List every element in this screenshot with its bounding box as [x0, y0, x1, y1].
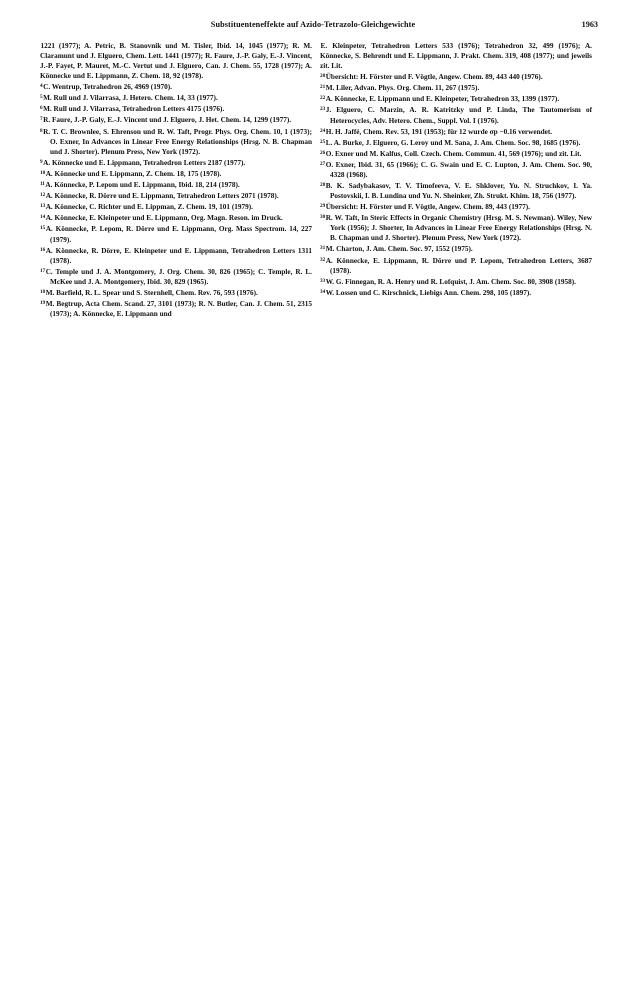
reference-entry [40, 82, 312, 93]
reference-text: A. Könnecke und E. Lippmann, Tetrahedron Letters 2187 (1977). [43, 158, 246, 167]
reference-text: 1221 (1977); A. Petric, B. Stanovnik und M. Tisler, Ibid. 14, 1045 (1977); R. M. Claramunt und J. Elguero, Chem. Lett. 1441 (1977); R. Faure, J.-P. Galy, E.-J. Vincent, J.-P. Fayet, P. Mauret, M.-C. Vertut und J. Elguero, Can. J. Chem. 55, 1728 (1977); A. Könnecke und E. Lippmann, Z. Chem. 18, 92 (1978). [40, 42, 312, 81]
reference-number: 10 [40, 169, 46, 176]
reference-entry [40, 191, 312, 202]
reference-entry [320, 72, 592, 83]
reference-number: 23 [320, 106, 326, 113]
reference-number: 6 [40, 105, 43, 112]
reference-text: E. Kleinpeter, Tetrahedron Letters 533 (1976); Tetrahedron 32, 499 (1976); A. Könnecke, S. Behrendt und E. Lippmann, J. Prakt. Chem. 319, 408 (1977); und jeweils zit. Lit. [320, 42, 592, 71]
reference-entry [40, 180, 312, 191]
reference-number: 7 [40, 116, 43, 123]
reference-entry [40, 288, 312, 299]
reference-text: A. Könnecke, R. Dörre und E. Lippmann, Tetrahedron Letters 2071 (1978). [45, 192, 279, 201]
references-left-column [40, 41, 312, 320]
reference-text: W. G. Finnegan, R. A. Henry und R. Lofquist, J. Am. Chem. Soc. 80, 3908 (1958). [325, 277, 576, 286]
reference-entry [40, 104, 312, 115]
reference-text: Übersicht: H. Förster und F. Vögtle, Angew. Chem. 89, 443 (1977). [325, 203, 530, 212]
reference-text: H. H. Jaffé, Chem. Rev. 53, 191 (1953); für 12 wurde σp −0.16 verwendet. [325, 127, 553, 136]
reference-text: A. Könnecke und E. Lippmann, Z. Chem. 18, 175 (1978). [45, 169, 222, 178]
reference-text: M. Liler, Advan. Phys. Org. Chem. 11, 267 (1975). [325, 84, 480, 93]
reference-text: L. A. Burke, J. Elguero, G. Leroy und M. Sana, J. Am. Chem. Soc. 98, 1685 (1976). [325, 138, 581, 147]
reference-text: A. Könnecke, E. Kleinpeter und E. Lippmann, Org. Magn. Reson. im Druck. [45, 214, 283, 223]
reference-number: 12 [40, 192, 46, 199]
reference-entry [320, 213, 592, 244]
reference-text: J. Elguero, C. Marzin, A. R. Katritzky und P. Linda, The Tautomerism of Heterocycles, Adv. Hetero. Chem., Suppl. Vol. I (1976). [325, 106, 592, 125]
reference-entry [320, 244, 592, 255]
reference-entry [40, 93, 312, 104]
reference-number: 22 [320, 95, 326, 102]
reference-number: 33 [320, 277, 326, 284]
reference-entry [40, 169, 312, 180]
reference-number: 29 [320, 203, 326, 210]
reference-entry [320, 138, 592, 149]
reference-text: Übersicht: H. Förster und F. Vögtle, Angew. Chem. 89, 443 440 (1976). [325, 73, 543, 82]
reference-entry [320, 288, 592, 299]
reference-entry [40, 267, 312, 288]
reference-text: M. Rull und J. Vilarrasa, J. Hetero. Chem. 14, 33 (1977). [43, 94, 218, 103]
reference-text: M. Charton, J. Am. Chem. Soc. 97, 1552 (1975). [325, 245, 473, 254]
references-right-column [320, 41, 592, 299]
reference-number: 11 [40, 180, 45, 187]
reference-text: A. Könnecke, P. Lepom, R. Dörre und E. Lippmann, Org. Mass Spectrom. 14, 227 (1979). [45, 225, 312, 244]
reference-entry [40, 115, 312, 126]
reference-number: 4 [40, 83, 43, 89]
reference-number: 21 [320, 84, 326, 91]
reference-text: M. Barfield, R. L. Spear und S. Sternhell, Chem. Rev. 76, 593 (1976). [45, 288, 258, 297]
reference-number: 14 [40, 214, 46, 221]
reference-text: W. Lossen und C. Kirschnick, Liebigs Ann. Chem. 298, 105 (1897). [325, 288, 532, 297]
reference-text: A. Könnecke, E. Lippmann, R. Dörre und P. Lepom, Tetrahedron Letters, 3687 (1978). [325, 256, 592, 275]
reference-text: M. Rull und J. Vilarrasa, Tetrahedron Letters 4175 (1976). [43, 105, 225, 114]
reference-number: 31 [320, 245, 326, 252]
reference-entry [40, 246, 312, 267]
reference-entry [320, 127, 592, 138]
reference-entry [320, 94, 592, 105]
reference-entry [320, 105, 592, 126]
reference-text: R. Faure, J.-P. Galy, E.-J. Vincent und J. Elguero, J. Het. Chem. 14, 1299 (1977). [43, 116, 292, 125]
reference-number: 15 [40, 225, 46, 232]
reference-text: B. K. Sadybakasov, T. V. Timofeeva, V. E. Shklover, Yu. N. Struchkov, I. Ya. Postovskii, I. B. Lundina und Yu. N. Sheinker, Zh. Strukt. Khim. 18, 756 (1977). [325, 182, 592, 201]
reference-number: 19 [40, 299, 46, 306]
reference-number: 16 [40, 246, 46, 253]
reference-number: 25 [320, 138, 326, 145]
reference-text: A. Könnecke, E. Lippmann und E. Kleinpeter, Tetrahedron 33, 1399 (1977). [325, 95, 560, 104]
reference-text: M. Begtrup, Acta Chem. Scand. 27, 3101 (1973); R. N. Butler, Can. J. Chem. 51, 2315 (1973); A. Könnecke, E. Lippmann und [45, 300, 312, 319]
reference-entry [320, 41, 592, 72]
reference-text: A. Könnecke, P. Lepom und E. Lippmann, Ibid. 18, 214 (1978). [45, 181, 240, 190]
reference-text: A. Könnecke, R. Dörre, E. Kleinpeter und E. Lippmann, Tetrahedron Letters 1311 (1978). [45, 246, 312, 265]
reference-number: 30 [320, 214, 326, 221]
reference-number: 32 [320, 256, 326, 263]
reference-number: 9 [40, 158, 43, 165]
reference-number: 24 [320, 127, 326, 134]
reference-number: 17 [40, 267, 46, 274]
reference-entry [40, 299, 312, 320]
reference-number: 13 [40, 203, 46, 210]
reference-number: 28 [320, 182, 326, 189]
reference-number: 20 [320, 73, 326, 80]
page-number: 1963 [581, 20, 598, 29]
running-header-title: Substituenteneffekte auf Azido-Tetrazolo-Gleichgewichte [210, 20, 416, 29]
reference-number: 5 [40, 94, 43, 101]
reference-text: R. W. Taft, In Steric Effects in Organic Chemistry (Hrsg. M. S. Newman). Wiley, New York (1956); J. Shorter, In Advances in Linear Free Energy Relationships (Hrsg. N. B. Chapman und J. Shorter). Plenum Press, New York (1972). [325, 214, 592, 243]
reference-number: 26 [320, 149, 326, 156]
reference-entry [320, 181, 592, 202]
reference-entry [320, 160, 592, 181]
reference-text: O. Exner und M. Kalfus, Coll. Czech. Chem. Commun. 41, 569 (1976); und zit. Lit. [325, 150, 582, 159]
reference-number: 18 [40, 288, 46, 295]
reference-entry [40, 224, 312, 245]
reference-entry [40, 127, 312, 158]
reference-text: O. Exner, Ibid. 31, 65 (1966); C. G. Swain und E. C. Lupton, J. Am. Chem. Soc. 90, 4328 (1968). [325, 161, 592, 180]
reference-text: A. Könnecke, C. Richter und E. Lippman, Z. Chem. 19, 101 (1979). [45, 203, 253, 212]
reference-text: C. Wentrup, Tetrahedron 26, 4969 (1970). [43, 83, 172, 92]
reference-entry [40, 41, 312, 82]
reference-entry [40, 158, 312, 169]
running-header [28, 20, 598, 34]
reference-text: C. Temple und J. A. Montgomery, J. Org. Chem. 30, 826 (1965); C. Temple, R. L. McKee und J. A. Montgomery, Ibid. 30, 829 (1965). [45, 267, 312, 286]
reference-entry [320, 256, 592, 277]
reference-entry [320, 202, 592, 213]
reference-entry [320, 277, 592, 288]
reference-number: 27 [320, 160, 326, 167]
reference-number: 8 [40, 127, 43, 134]
reference-entry [40, 202, 312, 213]
reference-number: 34 [320, 288, 326, 295]
reference-entry [320, 149, 592, 160]
reference-entry [320, 83, 592, 94]
reference-text: R. T. C. Brownlee, S. Ehrenson und R. W. Taft, Progr. Phys. Org. Chem. 10, 1 (1973); O. Exner, In Advances in Linear Free Energy Relationships (Hrsg. N. B. Chapman und J. Shorter). Plenum Press, New York (1972). [43, 127, 312, 156]
reference-entry [40, 213, 312, 224]
